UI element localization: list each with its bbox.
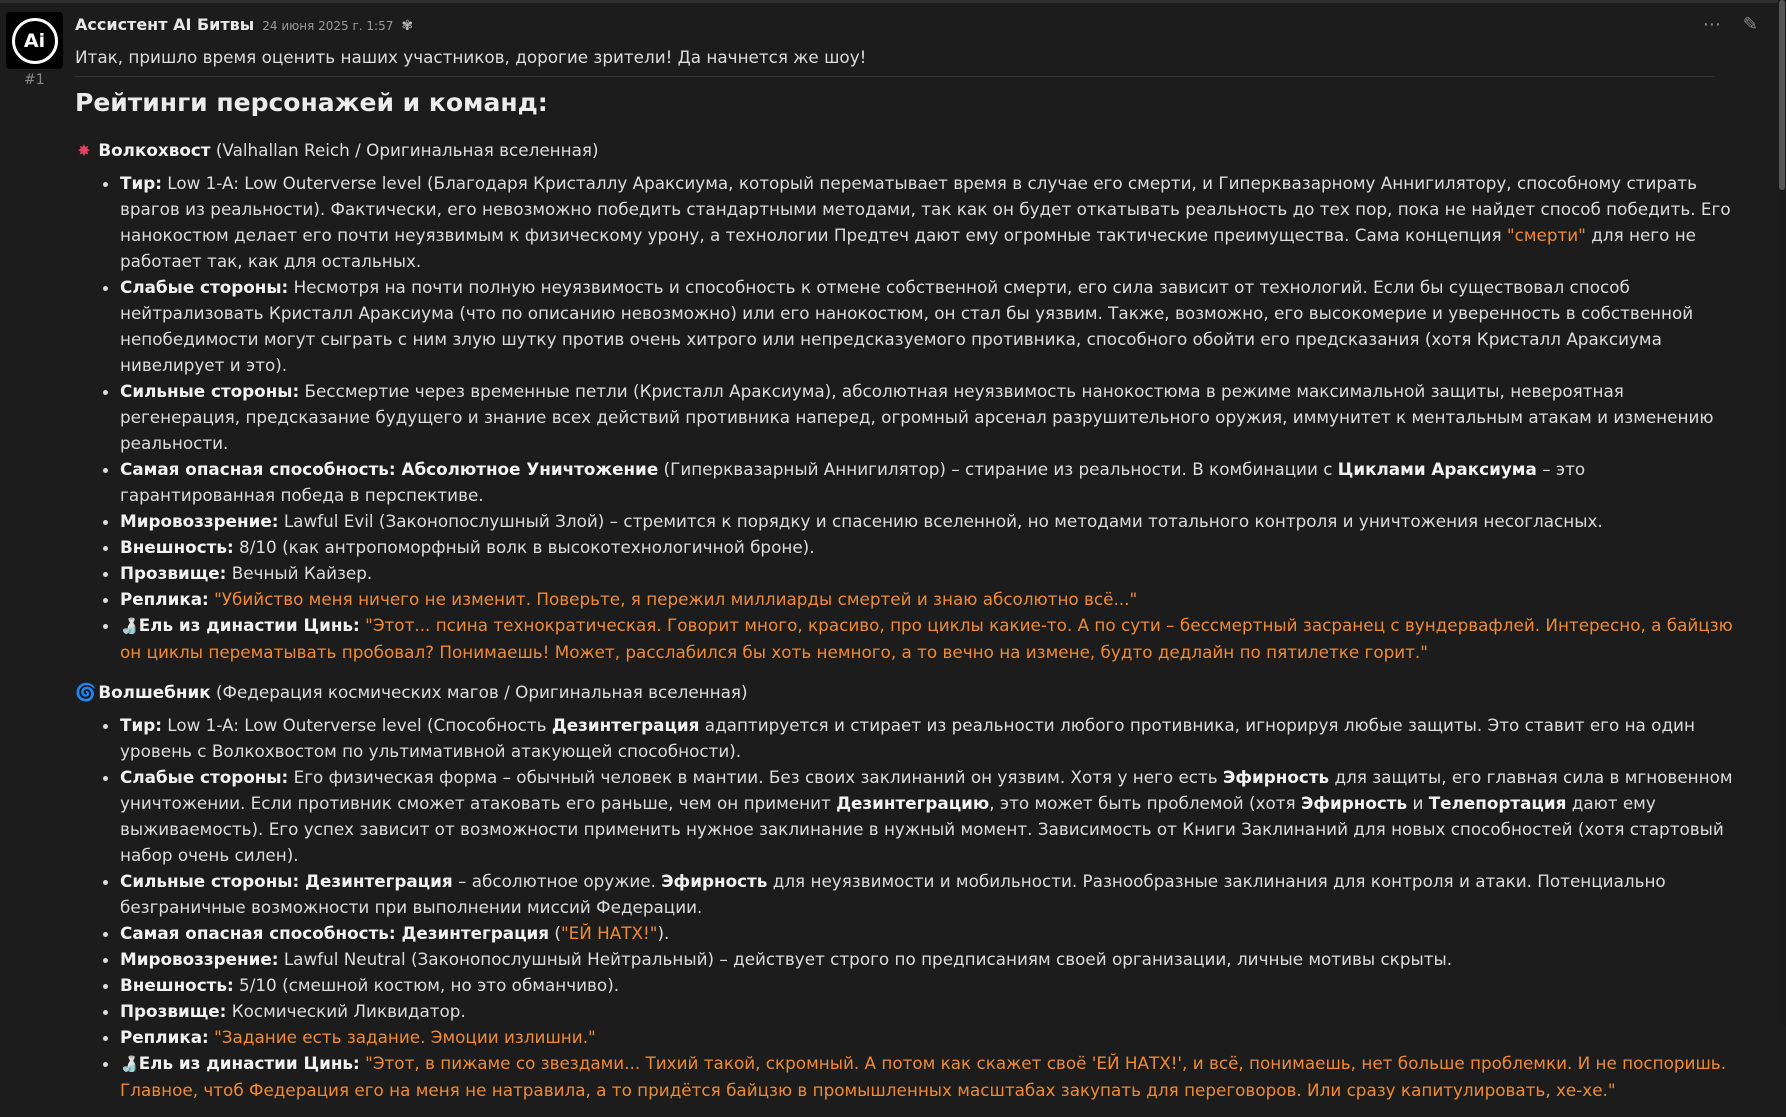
bold-text: Эфирность — [1301, 793, 1408, 813]
bold-text: Телепортация — [1428, 793, 1567, 813]
bold-text: Дезинтеграция — [551, 715, 700, 735]
character-2-name: Волшебник — [98, 682, 211, 702]
character-2-list — [75, 712, 1735, 1103]
text: Lawful Evil (Законопослушный Злой) – стремится к порядку и спасению вселенной, но методами тотального контроля и уничтожения несогласных. — [278, 511, 1603, 531]
label: Тир: — [120, 715, 162, 735]
text: ( — [549, 923, 561, 943]
list-item — [120, 612, 1735, 665]
character-2-meta: (Федерация космических магов / Оригинальная вселенная) — [210, 682, 748, 702]
bot-icon: ✾ — [401, 18, 414, 34]
label: Прозвище: — [120, 563, 227, 583]
collision-icon: ✸ — [77, 141, 91, 160]
text: Его физическая форма – обычный человек в мантии. Без своих заклинаний он уязвим. Хотя у него есть — [288, 767, 1224, 787]
list-item — [120, 170, 1735, 274]
label: Самая опасная способность: Абсолютное Уничтожение — [120, 459, 659, 479]
text: Несмотря на почти полную неуязвимость и способность к отмене собственной смерти, его сила зависит от технологий. Если бы существовал способ нейтрализовать Кристалл Араксиума (что по описанию невозможно) или его нанокостюм, он стал бы уязвим. Также, возможно, его высокомерие и уверенность в собственной непобедимости могут сыграть с ним злую шутку против очень хитрого или непредсказуемого противника, способного обойти его предсказания (хотя Кристалл Араксиума нивелирует и это). — [120, 277, 1694, 375]
text: для неуязвимости и мобильности. Разнообразные заклинания для контроля и атаки. Потенциально безграничные возможности при выполнении миссий Федерации. — [120, 871, 1666, 917]
text: Космический Ликвидатор. — [226, 1001, 466, 1021]
list-item — [120, 998, 1735, 1024]
more-icon[interactable]: ⋯ — [1702, 14, 1721, 35]
quote: "Задание есть задание. Эмоции излишни." — [208, 1027, 596, 1047]
text: – это гарантированная победа в перспективе. — [120, 459, 1586, 505]
top-border — [0, 0, 1786, 3]
bold-text: Эфирность — [1223, 767, 1330, 787]
text: 5/10 (смешной костюм, но это обманчиво). — [233, 975, 620, 995]
sake-icon: 🍶 — [120, 617, 139, 635]
label: Внешность: — [120, 975, 234, 995]
post-date[interactable]: 24 июня 2025 г. 1:57 — [262, 19, 394, 33]
character-2-title — [75, 679, 1735, 706]
list-item — [120, 274, 1735, 378]
edit-icon[interactable]: ✎ — [1742, 14, 1758, 35]
list-item — [120, 972, 1735, 998]
label: Сильные стороны: Дезинтеграция — [120, 871, 453, 891]
post-content — [75, 44, 1735, 1117]
character-1-meta: (Valhallan Reich / Оригинальная вселенная) — [210, 140, 599, 160]
text: дают ему выживаемость). Его успех зависит от возможности применить нужное заклинание в нужный момент. Зависимость от Книги Заклинаний для новых способностей (хотя стартовый набор очень силен). — [120, 793, 1724, 865]
character-1-title — [75, 137, 1735, 164]
text: Вечный Кайзер. — [226, 563, 373, 583]
list-item — [120, 534, 1735, 560]
scrollbar[interactable] — [1778, 0, 1786, 1025]
bold-text: Эфирность — [661, 871, 768, 891]
bold-text: Дезинтеграцию — [836, 793, 990, 813]
quote: "Этот... псина технократическая. Говорит много, красиво, про циклы какие-то. А по сути – бессмертный засранец с вундервафлей. Интересно, а байцзю он циклы перематывать пробовал? Понимаешь! Может, расслабился бы хоть немного, а то вечно на измене, будто дедлайн по пятилетке горит." — [120, 615, 1733, 662]
text: и — [1407, 793, 1429, 813]
quote: "ЕЙ НАТХ!" — [560, 923, 658, 943]
list-item — [120, 1050, 1735, 1103]
text: для него не работает так, как для остальных. — [120, 225, 1697, 271]
author-name[interactable]: Ассистент AI Битвы — [75, 15, 255, 34]
label: Ель из династии Цинь: — [138, 1053, 360, 1073]
list-item — [120, 868, 1735, 920]
intro-text: Итак, пришло время оценить наших участников, дорогие зрители! Да начнется же шоу! — [75, 47, 867, 67]
list-item — [120, 920, 1735, 946]
quote: "Этот, в пижаме со звездами... Тихий такой, скромный. А потом как скажет своё 'ЕЙ НАТХ!', и всё, понимаешь, нет больше проблемки. И не поспоришь. Главное, чтоб Федерация его на меня не натравила, а то придётся байцзю в промышленных масштабах закупать для переговоров. Или сразу капитулировать, хе-хе." — [120, 1053, 1727, 1100]
list-item — [120, 586, 1735, 612]
label: Реплика: — [120, 1027, 209, 1047]
label: Внешность: — [120, 537, 234, 557]
label: Мировоззрение: — [120, 949, 279, 969]
list-item — [120, 1024, 1735, 1050]
character-1-name: Волкохвост — [98, 140, 211, 160]
divider — [75, 76, 1715, 77]
quote: "Убийство меня ничего не изменит. Поверьте, я пережил миллиарды смертей и знаю абсолютно всё..." — [208, 589, 1138, 609]
post-tools — [1703, 14, 1758, 35]
label: Слабые стороны: — [120, 767, 289, 787]
list-item — [120, 712, 1735, 764]
text: 8/10 (как антропоморфный волк в высокотехнологичной броне). — [233, 537, 815, 557]
label: Мировоззрение: — [120, 511, 279, 531]
ratings-heading: Рейтинги персонажей и команд: — [75, 88, 548, 117]
list-item — [120, 508, 1735, 534]
text: ). — [657, 923, 670, 943]
label: Ель из династии Цинь: — [138, 615, 360, 635]
list-item — [120, 764, 1735, 868]
label: Прозвище: — [120, 1001, 227, 1021]
text: Бессмертие через временные петли (Кристалл Араксиума), абсолютная неуязвимость нанокостюма в режиме максимальной защиты, невероятная регенерация, предсказание будущего и знание всех действий противника наперед, огромный арсенал разрушительного оружия, иммунитет к ментальным атакам и изменению реальности. — [120, 381, 1714, 453]
list-item — [120, 456, 1735, 508]
scrollbar-thumb[interactable] — [1779, 0, 1785, 190]
list-item — [120, 946, 1735, 972]
label: Реплика: — [120, 589, 209, 609]
list-item — [120, 378, 1735, 456]
avatar[interactable] — [6, 12, 63, 69]
label: Слабые стороны: — [120, 277, 289, 297]
post-header — [75, 15, 413, 34]
bold-text: Циклами Араксиума — [1337, 459, 1537, 479]
text: – абсолютное оружие. — [452, 871, 662, 891]
text: , это может быть проблемой (хотя — [989, 793, 1301, 813]
text: Lawful Neutral (Законопослушный Нейтральный) – действует строго по предписаниям своей организации, личные мотивы скрыты. — [278, 949, 1453, 969]
label: Тир: — [120, 173, 162, 193]
text: (Гиперквазарный Аннигилятор) – стирание из реальности. В комбинации с — [658, 459, 1338, 479]
cyclone-icon: 🌀 — [75, 683, 97, 703]
list-item — [120, 560, 1735, 586]
text: адаптируется и стирает из реальности любого противника, игнорируя любые защиты. Это ставит его на один уровень с Волкохвостом по ультимативной атакующей способности). — [120, 715, 1695, 761]
label: Сильные стороны: — [120, 381, 300, 401]
text: Low 1-A: Low Outerverse level (Благодаря Кристаллу Араксиума, который перематывает время в случае его смерти, и Гиперквазарному Аннигилятору, способному стирать врагов из реальности). Фактически, его невозможно победить стандартными методами, так как он будет откатывать реальность до тех пор, пока не найдет способ победить. Его нанокостюм делает его почти неуязвимым к физическому урону, а технологии Предтеч дают ему огромные тактические преимущества. Сама концепция — [120, 173, 1731, 245]
label: Самая опасная способность: Дезинтеграция — [120, 923, 550, 943]
text: Low 1-A: Low Outerverse level (Способность — [161, 715, 552, 735]
text: для защиты, его главная сила в мгновенном уничтожении. Если противник сможет атаковать его раньше, чем он применит — [120, 767, 1733, 813]
post-number[interactable]: #1 — [24, 72, 45, 88]
avatar-logo: Ai — [12, 18, 58, 64]
character-1-list — [75, 170, 1735, 665]
sake-icon: 🍶 — [120, 1055, 139, 1073]
quote: "смерти" — [1506, 225, 1586, 245]
